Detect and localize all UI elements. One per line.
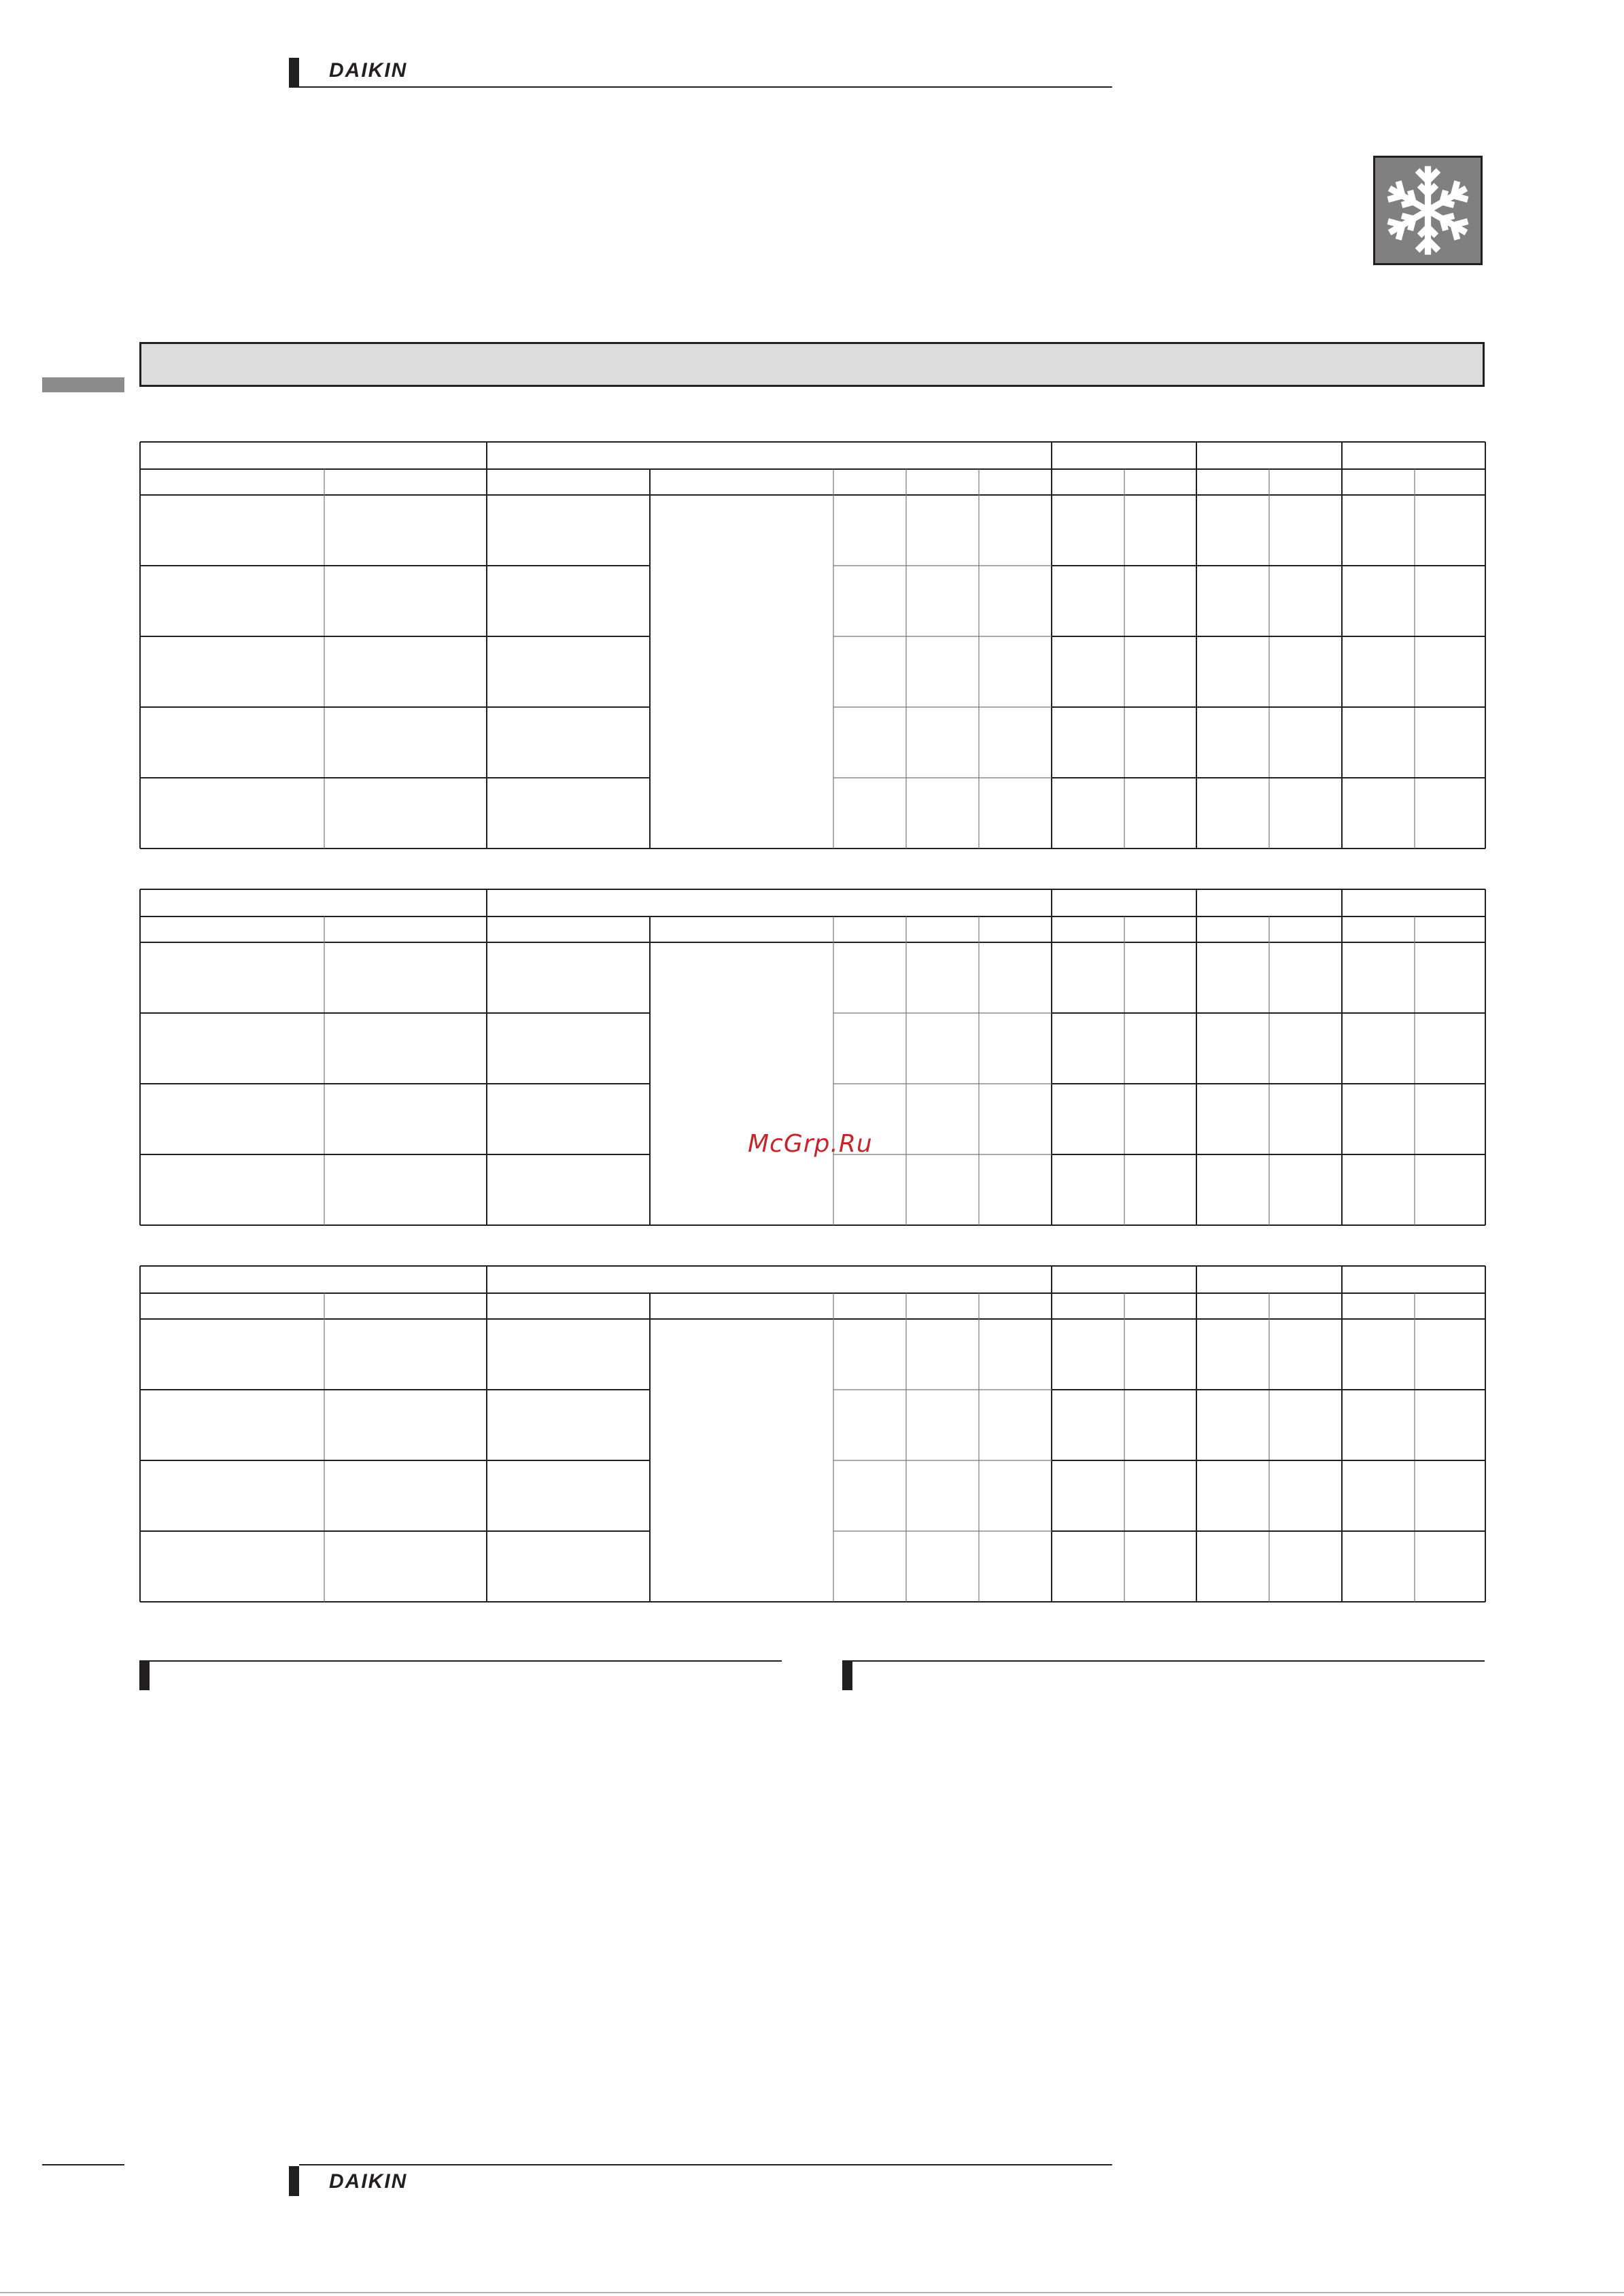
footer-logo-bar <box>289 2166 299 2196</box>
capacity-table-2 <box>139 889 1485 1227</box>
cooling-mode-badge <box>1373 156 1483 265</box>
footer-left-rule <box>42 2164 124 2165</box>
capacity-table-3 <box>139 1265 1485 1604</box>
section-heading-bar <box>842 1660 852 1690</box>
header-rule <box>299 86 1112 88</box>
snowflake-icon <box>1375 158 1481 263</box>
section-heading-left <box>139 1660 782 1690</box>
header-logo-bar <box>289 58 299 88</box>
capacity-table-3-grid <box>139 1265 1486 1603</box>
header-brand-logo: DAIKIN <box>329 59 408 82</box>
capacity-table-1-grid <box>139 441 1486 849</box>
footer-brand-logo: DAIKIN <box>329 2170 408 2193</box>
section-heading-bar <box>139 1660 150 1690</box>
section-tab-marker <box>42 377 124 392</box>
page-bottom-rule <box>0 2292 1624 2293</box>
title-band <box>139 342 1485 387</box>
capacity-table-1 <box>139 441 1485 851</box>
section-heading-rule <box>150 1660 782 1662</box>
footer-rule <box>299 2164 1112 2165</box>
watermark: McGrp.Ru <box>748 1130 873 1158</box>
section-heading-right <box>842 1660 1485 1690</box>
section-heading-rule <box>852 1660 1485 1662</box>
capacity-table-2-grid <box>139 889 1486 1226</box>
